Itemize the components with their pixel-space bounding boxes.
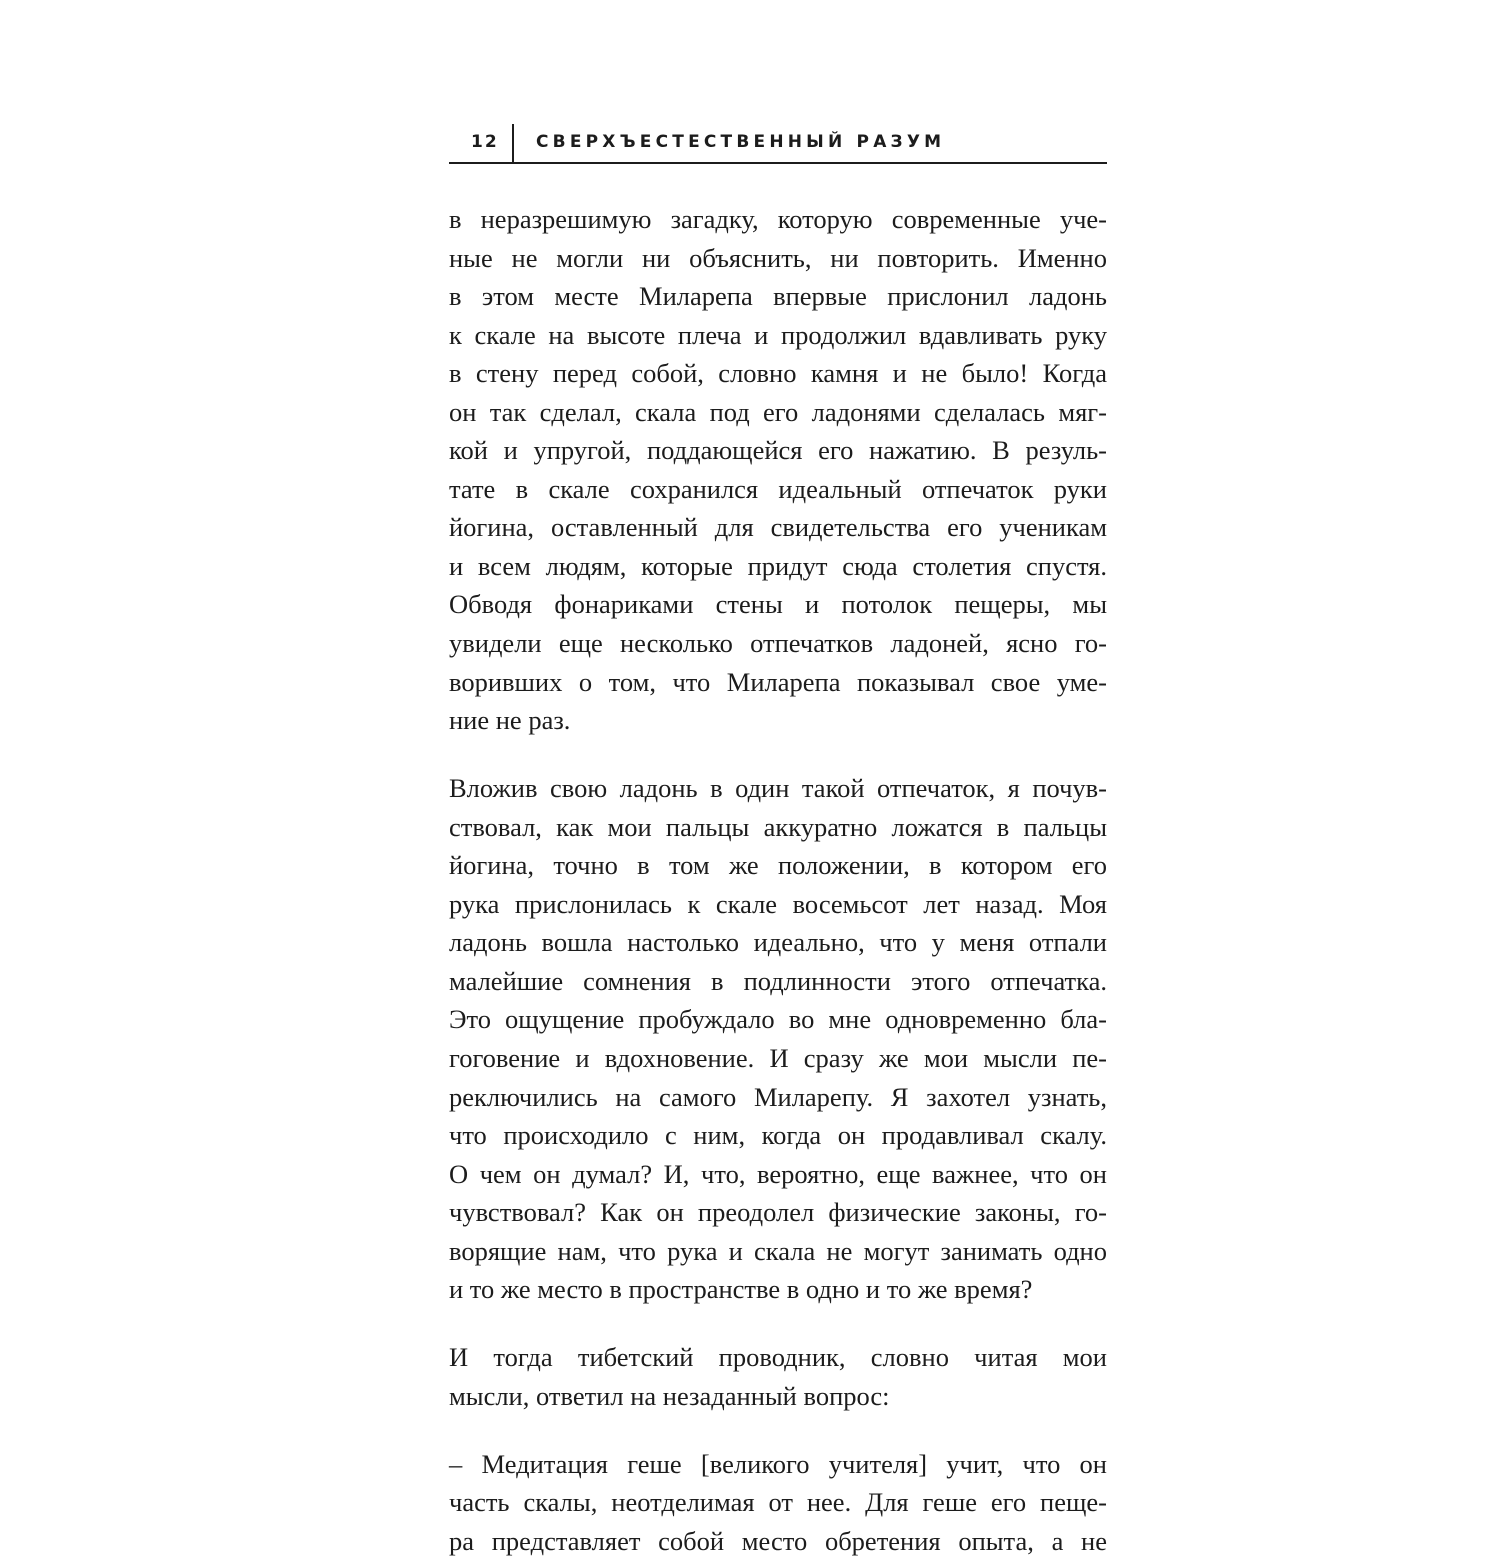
running-head: [449, 118, 1107, 164]
paragraph-3: [449, 1338, 1107, 1415]
text-line: Это ощущение пробуждало во мне одновременно бла-: [449, 1004, 1107, 1035]
header-rule: [449, 162, 1107, 164]
text-line: йогина, оставленный для свидетельства его ученикам: [449, 512, 1107, 543]
page-number: 12: [471, 132, 499, 152]
text-line: кой и упругой, поддающейся его нажатию. В резуль-: [449, 435, 1107, 466]
text-line: ние не раз.: [449, 705, 571, 736]
text-line: ствовал, как мои пальцы аккуратно ложатся в пальцы: [449, 811, 1107, 842]
text-line: рука прислонилась к скале восемьсот лет назад. Моя: [449, 888, 1107, 919]
text-line: ра представляет собой место обретения опыта, а не: [449, 1526, 1107, 1556]
text-line: в неразрешимую загадку, которую современные уче-: [449, 204, 1107, 234]
book-title: СВЕРХЪЕСТЕСТВЕННЫЙ РАЗУМ: [536, 132, 946, 152]
text-line: и всем людям, которые придут сюда столетия спустя.: [449, 550, 1107, 581]
text-line: он так сделал, скала под его ладонями сделалась мяг-: [449, 396, 1107, 427]
text-line: Вложив свою ладонь в один такой отпечаток, я почув-: [449, 773, 1107, 804]
text-line: гоговение и вдохновение. И сразу же мои мысли пе-: [449, 1042, 1107, 1073]
text-line: йогина, точно в том же положении, в котором его: [449, 850, 1107, 881]
text-line: воривших о том, что Миларепа показывал свое уме-: [449, 666, 1107, 697]
text-line: в стену перед собой, словно камня и не было! Когда: [449, 358, 1107, 389]
text-line: О чем он думал? И, что, вероятно, еще важнее, что он: [449, 1158, 1107, 1189]
text-line: в этом месте Миларепа впервые прислонил ладонь: [449, 281, 1107, 312]
text-line: мысли, ответил на незаданный вопрос:: [449, 1380, 890, 1411]
text-line: – Медитация геше [великого учителя] учит, что он: [449, 1448, 1107, 1479]
text-line: реключились на самого Миларепу. Я захотел узнать,: [449, 1081, 1107, 1112]
body-text: [449, 200, 1107, 1561]
text-line: И тогда тибетский проводник, словно читая мои: [449, 1342, 1107, 1373]
text-line: ладонь вошла настолько идеально, что у меня отпали: [449, 927, 1107, 958]
paragraph-2: [449, 769, 1107, 1309]
text-line: малейшие сомнения в подлинности этого отпечатка.: [449, 965, 1107, 996]
text-line: ные не могли ни объяснить, ни повторить. Именно: [449, 242, 1107, 273]
paragraph-1: [449, 200, 1107, 740]
text-line: Обводя фонариками стены и потолок пещеры, мы: [449, 589, 1107, 620]
text-line: чувствовал? Как он преодолел физические законы, го-: [449, 1197, 1107, 1228]
text-line: часть скалы, неотделимая от нее. Для геше его пеще-: [449, 1487, 1107, 1518]
text-line: к скале на высоте плеча и продолжил вдавливать руку: [449, 319, 1107, 350]
text-line: тате в скале сохранился идеальный отпечаток руки: [449, 473, 1107, 504]
text-line: и то же место в пространстве в одно и то же время?: [449, 1274, 1033, 1305]
text-line: что происходило с ним, когда он продавливал скалу.: [449, 1120, 1107, 1151]
text-line: ворящие нам, что рука и скала не могут занимать одно: [449, 1235, 1107, 1266]
text-line: увидели еще несколько отпечатков ладоней, ясно го-: [449, 628, 1107, 659]
header-divider: [512, 124, 514, 162]
paragraph-4: [449, 1445, 1107, 1561]
